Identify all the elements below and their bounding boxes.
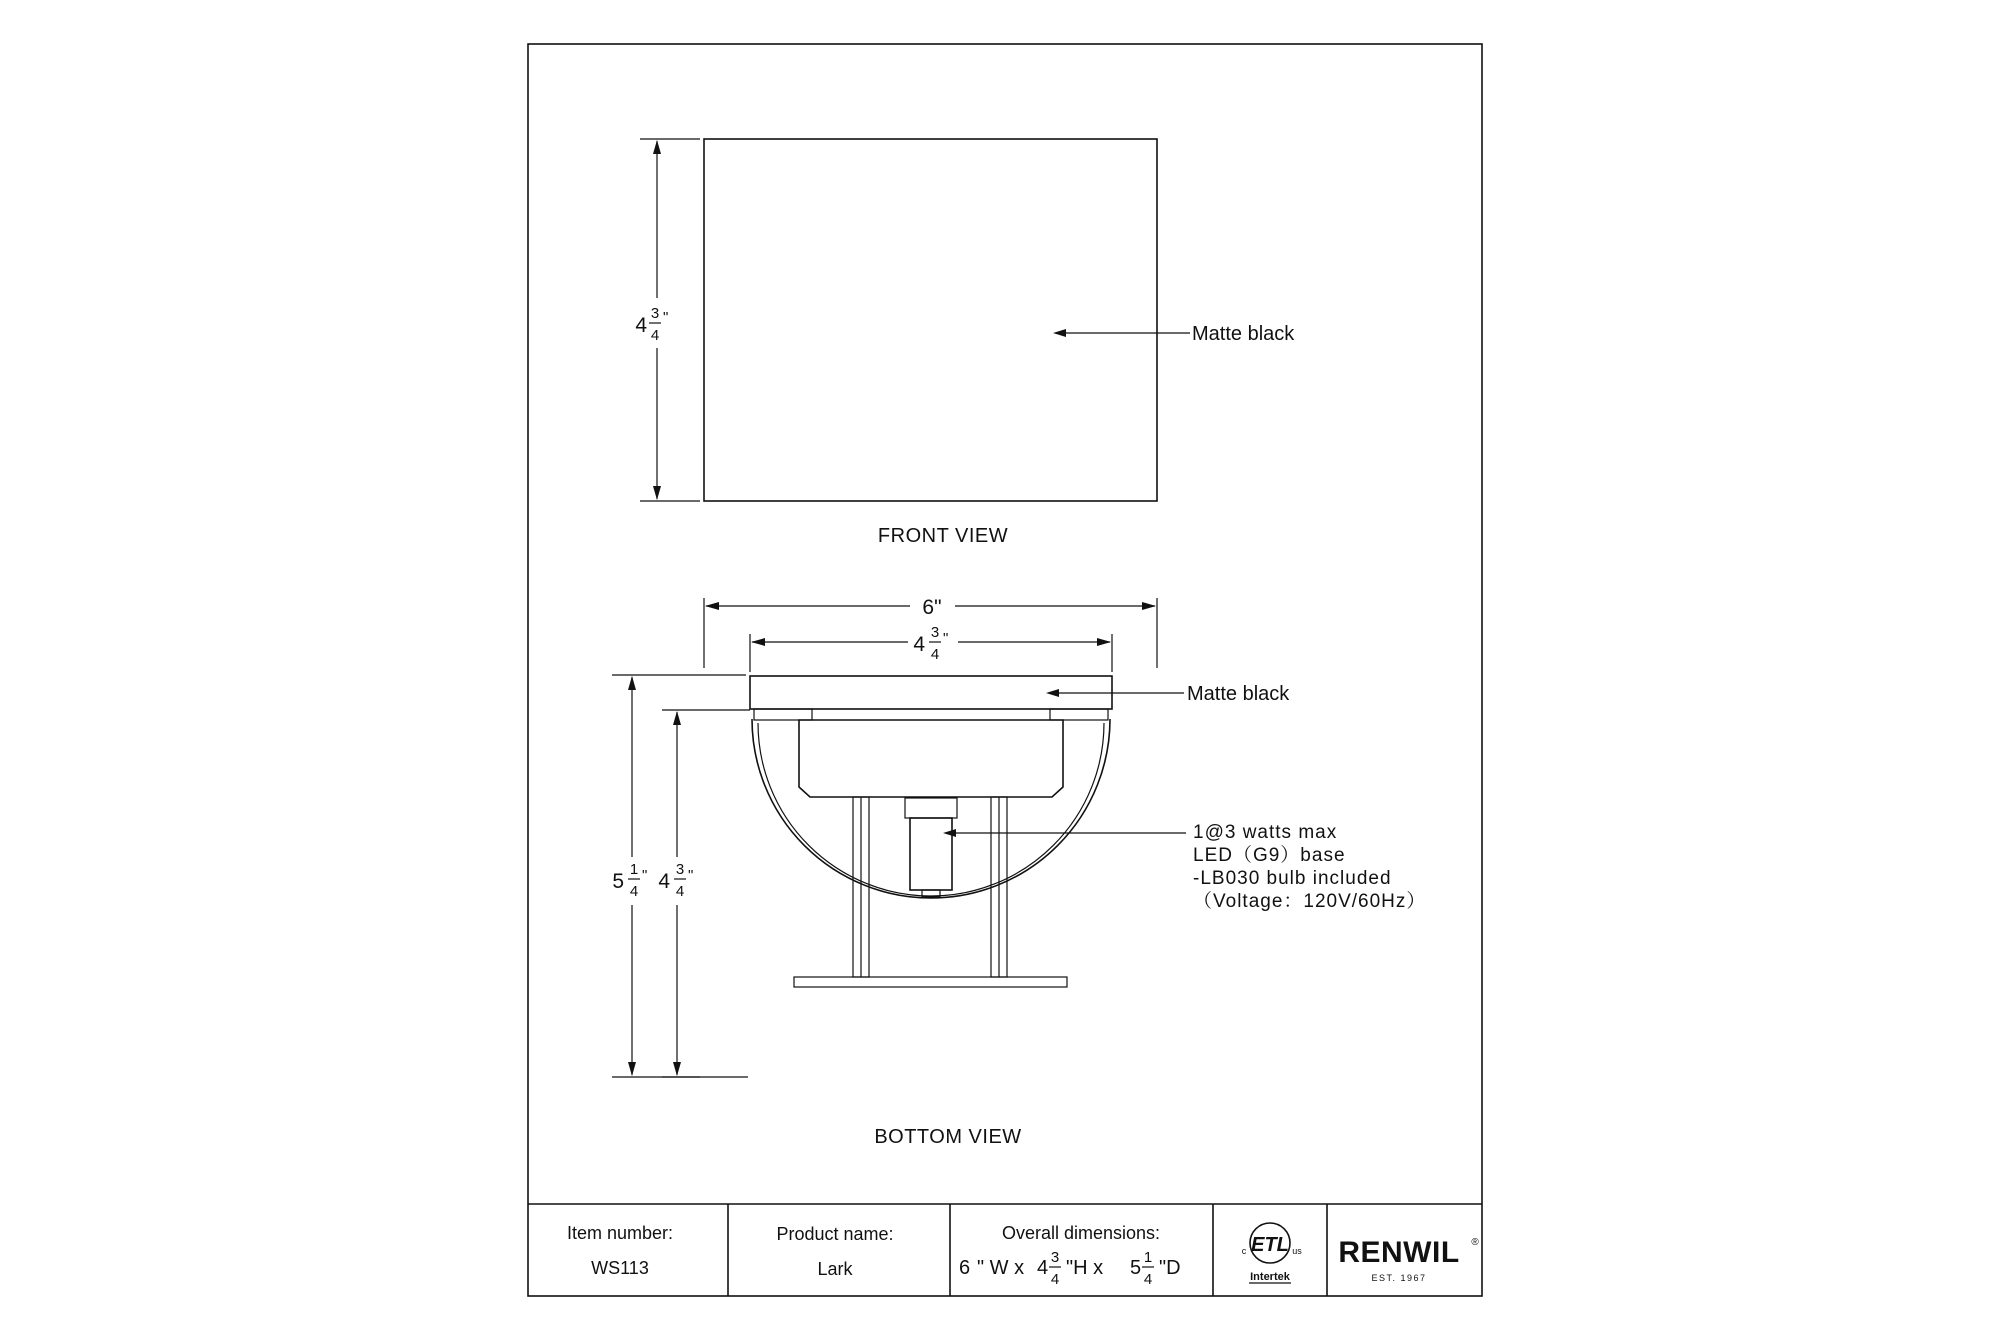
front-finish-arrow [1053, 329, 1066, 337]
front-height-num: 3 [650, 305, 660, 322]
sheet-border [528, 44, 1482, 1296]
inner-depth-arrow-bottom [673, 1062, 681, 1076]
dims-width: 6 [959, 1257, 971, 1279]
depth-unit: " [642, 867, 648, 884]
depth-arrow-bottom [628, 1062, 636, 1076]
front-view-shade [704, 139, 1157, 501]
canopy [799, 720, 1063, 797]
front-height-label [635, 305, 668, 344]
product-name-value: Lark [817, 1259, 853, 1279]
plate-arrow-left [751, 638, 765, 646]
overall-dimensions-label: Overall dimensions: [1001, 1223, 1161, 1243]
bulb-spec-line-4: （Voltage：120V/60Hz） [1193, 891, 1427, 912]
plate-arrow-right [1097, 638, 1111, 646]
socket-cap [905, 798, 957, 818]
inner-depth-label [658, 861, 693, 900]
plate-width-whole: 4 [913, 633, 925, 656]
dims-height-num: 3 [1050, 1249, 1060, 1266]
front-finish-callout: Matte black [1192, 323, 1295, 345]
overall-width-label: 6" [922, 596, 942, 619]
front-height-den: 4 [650, 327, 660, 344]
globe-shade-inner [758, 723, 1104, 896]
bulb-spec-line-3: -LB030 bulb included [1193, 868, 1392, 889]
overall-dimensions-value [959, 1249, 1181, 1288]
globe-shade-outer [752, 719, 1110, 898]
bulb [910, 818, 952, 890]
dims-depth-den: 4 [1143, 1271, 1153, 1288]
front-view-title: FRONT VIEW [877, 525, 1009, 547]
bulb-arrow [943, 829, 956, 837]
intertek-label: Intertek [1250, 1271, 1290, 1283]
product-name-label: Product name: [776, 1224, 894, 1244]
bulb-spec-text [1193, 822, 1426, 912]
dims-width-suffix: " W x [977, 1257, 1025, 1279]
front-height-unit: " [663, 309, 669, 326]
left-bracket [754, 709, 812, 720]
dims-depth-suffix: "D [1159, 1257, 1181, 1279]
inner-depth-unit: " [688, 867, 694, 884]
renwil-wordmark: RENWIL [1338, 1236, 1460, 1269]
renwil-logo [1338, 1236, 1479, 1283]
inner-depth-whole: 4 [658, 870, 670, 893]
front-height-arrow-top [653, 140, 661, 154]
item-number-label: Item number: [566, 1223, 674, 1243]
renwil-registered-mark: ® [1471, 1237, 1479, 1248]
width-arrow-left [705, 602, 719, 610]
inner-depth-num: 3 [675, 861, 685, 878]
etl-us-mark: us [1292, 1246, 1302, 1256]
dims-depth-whole: 5 [1130, 1257, 1142, 1279]
bulb-spec-line-1: 1@3 watts max [1193, 822, 1338, 843]
bottom-view-title: BOTTOM VIEW [874, 1126, 1022, 1148]
etl-intertek-mark [1242, 1223, 1302, 1283]
bottom-finish-callout: Matte black [1187, 683, 1290, 705]
dims-height-suffix: "H x [1066, 1257, 1104, 1279]
dims-height-den: 4 [1050, 1271, 1060, 1288]
item-number-value: WS113 [591, 1258, 649, 1278]
depth-den: 4 [629, 883, 639, 900]
title-block [528, 1204, 1482, 1296]
base-plate [794, 977, 1067, 987]
depth-arrow-top [628, 676, 636, 690]
depth-label [612, 861, 647, 900]
front-view [635, 139, 1295, 547]
plate-width-num: 3 [930, 624, 940, 641]
dims-height-whole: 4 [1037, 1257, 1049, 1279]
depth-num: 1 [629, 861, 639, 878]
etl-letters: ETL [1251, 1234, 1289, 1256]
depth-whole: 5 [612, 870, 624, 893]
width-arrow-right [1142, 602, 1156, 610]
dims-depth-num: 1 [1143, 1249, 1153, 1266]
inner-depth-den: 4 [675, 883, 685, 900]
bottom-finish-arrow [1046, 689, 1059, 697]
etl-c-mark: c [1241, 1246, 1247, 1256]
front-height-arrow-bottom [653, 486, 661, 500]
plate-width-unit: " [943, 630, 949, 647]
right-bracket [1050, 709, 1108, 720]
inner-depth-arrow-top [673, 711, 681, 725]
front-height-whole: 4 [635, 314, 647, 337]
bottom-view [612, 596, 1426, 1148]
bulb-spec-line-2: LED（G9）base [1193, 845, 1346, 866]
plate-width-den: 4 [930, 646, 940, 663]
renwil-est: EST. 1967 [1371, 1273, 1427, 1283]
plate-width-label [913, 624, 948, 663]
